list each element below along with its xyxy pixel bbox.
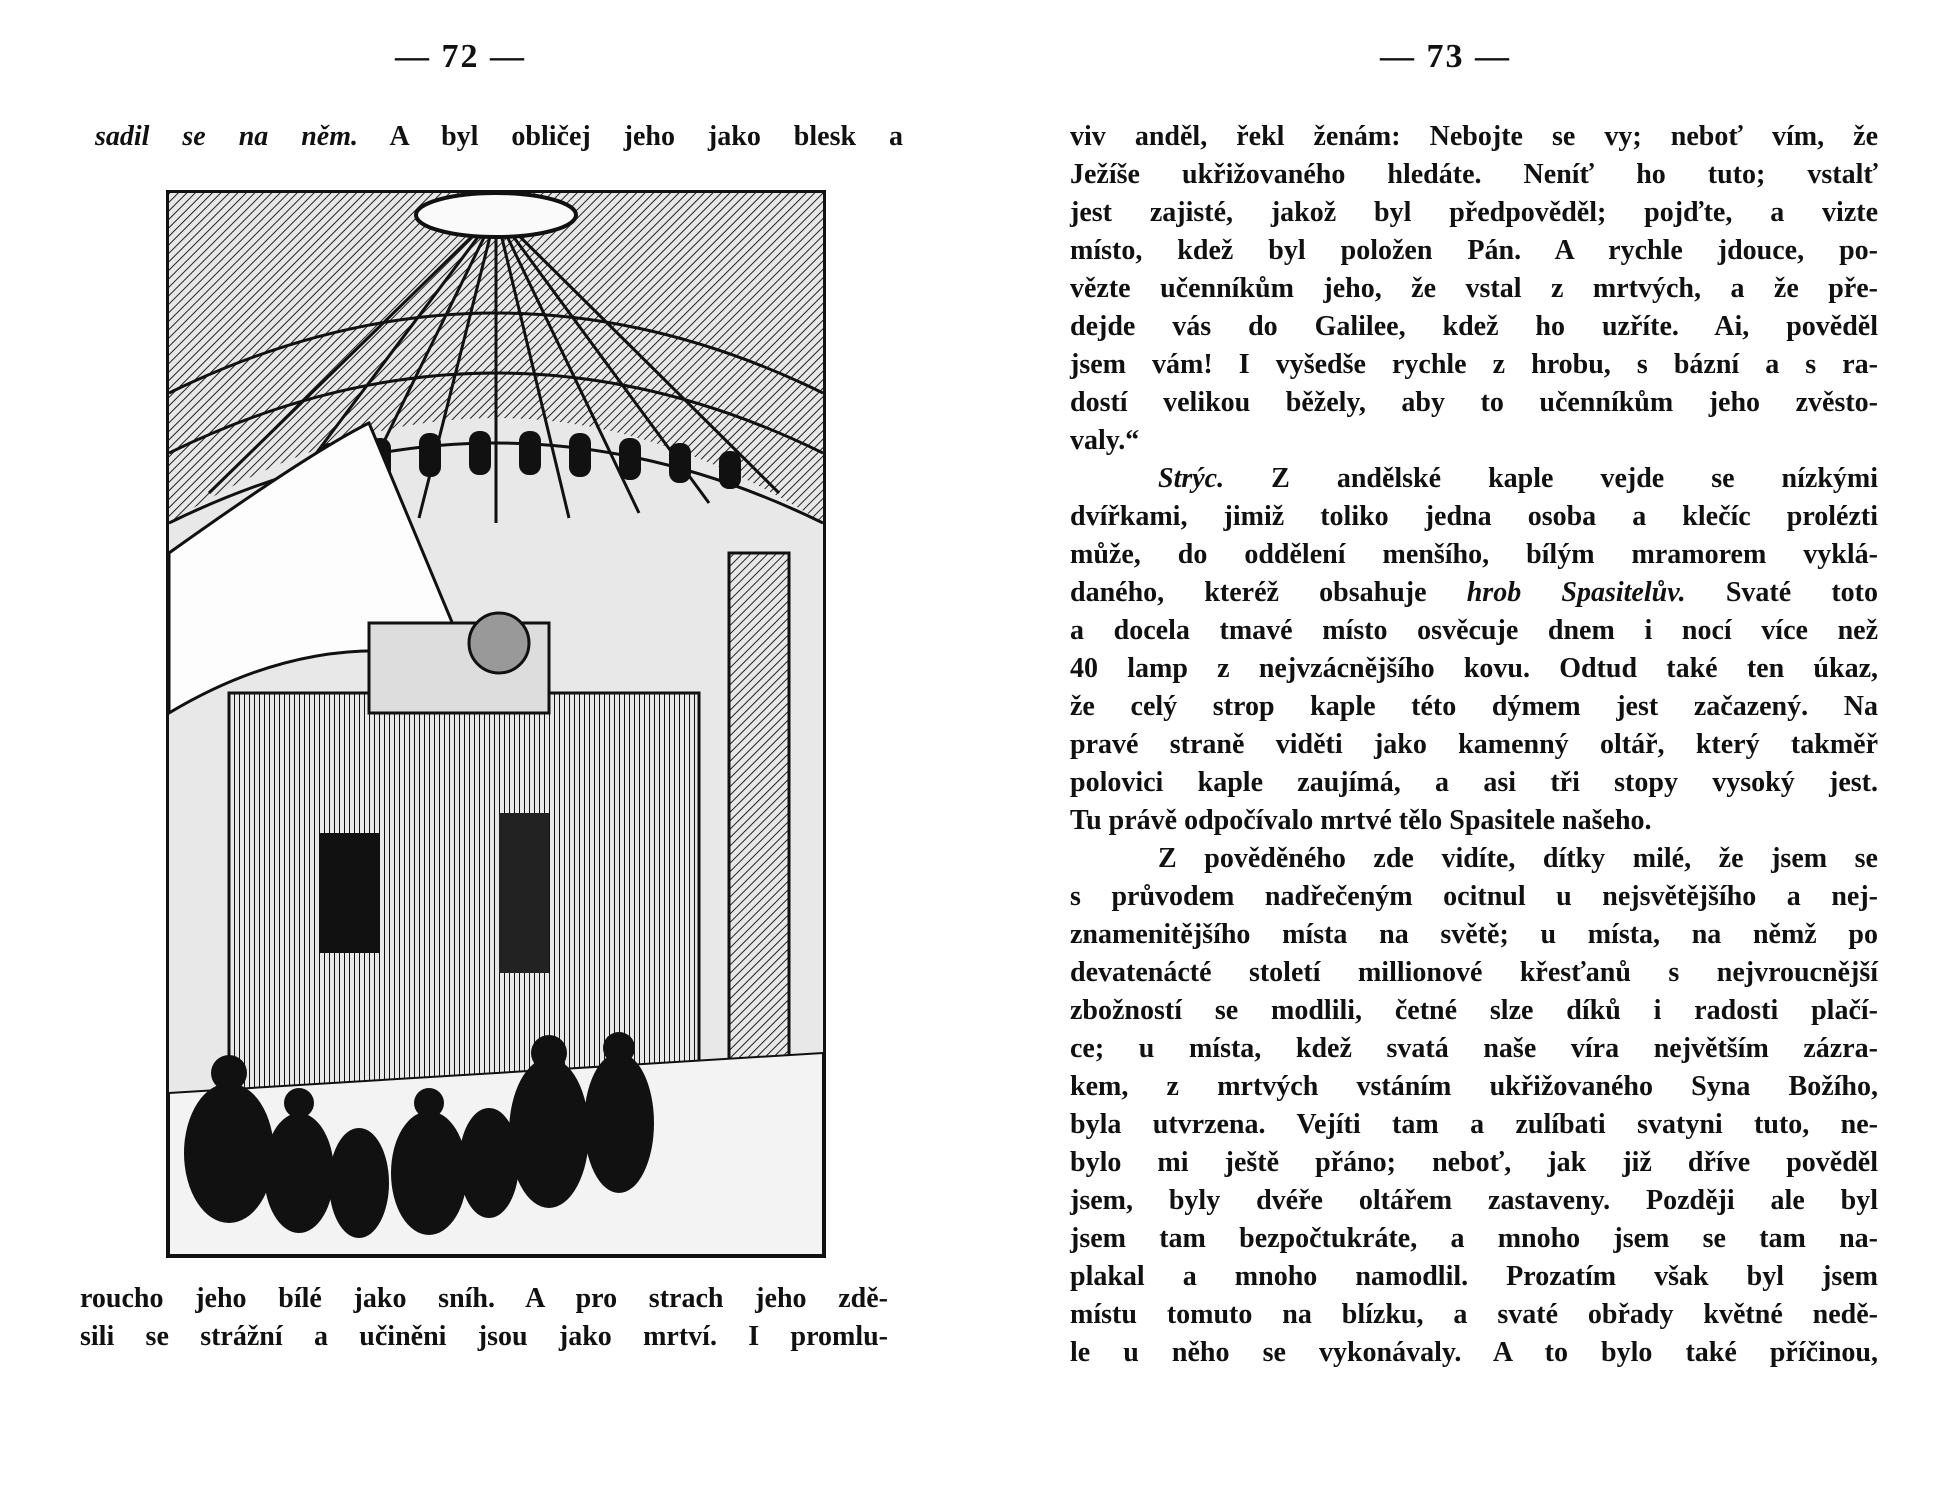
text-line: jsem vám! I vyšedše rychle z hrobu, s bázní a s ra- — [1070, 349, 1878, 380]
text-run: A byl obličej jeho jako blesk a — [389, 121, 903, 152]
text-line: Tu právě odpočívalo mrtvé tělo Spasitele našeho. — [1070, 805, 1652, 836]
text-line: dejde vás do Galilee, kdež ho uzříte. Ai, pověděl — [1070, 311, 1878, 342]
text-line — [1070, 460, 1878, 498]
text-line: roucho jeho bílé jako sníh. A pro strach jeho zdě- — [80, 1283, 888, 1314]
text-line: vězte učenníkům jeho, že vstal z mrtvých, a že pře- — [1070, 273, 1878, 304]
text-line — [1070, 574, 1878, 612]
page-number: — 73 — — [1380, 38, 1511, 75]
text-line: devatenácté století millionové křesťanů s nejvroucnější — [1070, 957, 1878, 988]
text-line: a docela tmavé místo osvěcuje dnem i nocí více než — [1070, 615, 1878, 646]
text-line: jsem, byly dvéře oltářem zastaveny. Později ale byl — [1070, 1185, 1878, 1216]
text-line: znamenitějšího místa na světě; u místa, na němž po — [1070, 919, 1878, 950]
text-line: ce; u místa, kdež svatá naše víra největším zázra- — [1070, 1033, 1878, 1064]
text-line: dostí velikou běžely, aby to učenníkům jeho zvěsto- — [1070, 387, 1878, 418]
text-line: že celý strop kaple této dýmem jest začazený. Na — [1070, 691, 1878, 722]
text-run: Svaté toto — [1725, 577, 1878, 608]
text-line: viv anděl, řekl ženám: Nebojte se vy; neboť vím, že — [1070, 121, 1878, 152]
text-line: kem, z mrtvých vstáním ukřižovaného Syna Božího, — [1070, 1071, 1878, 1102]
text-line: jsem tam bezpočtukráte, a mnoho jsem se tam na- — [1070, 1223, 1878, 1254]
text-run: Z andělské kaple vejde se nízkými — [1271, 463, 1878, 494]
text-line: jest zajisté, jakož byl předpověděl; pojďte, a vizte — [1070, 197, 1878, 228]
text-line: byla utvrzena. Vejíti tam a zulíbati svatyni tuto, ne- — [1070, 1109, 1878, 1140]
text-line: polovici kaple zaujímá, a asi tři stopy vysoký jest. — [1070, 767, 1878, 798]
text-line: místo, kdež byl položen Pán. A rychle jdouce, po- — [1070, 235, 1878, 266]
church-interior-engraving — [169, 193, 823, 1255]
page-number: — 72 — — [395, 38, 526, 75]
text-line — [95, 118, 903, 156]
text-line: sili se strážní a učiněni jsou jako mrtví. I promlu- — [80, 1321, 888, 1352]
text-line: s průvodem nadřečeným ocitnul u nejsvětějšího a nej- — [1070, 881, 1878, 912]
text-line: bylo mi ještě přáno; neboť, jak již dříve pověděl — [1070, 1147, 1878, 1178]
speaker-label: Strýc. — [1158, 463, 1225, 494]
text-line: 40 lamp z nejvzácnějšího kovu. Odtud také ten úkaz, — [1070, 653, 1878, 684]
text-line: místu tomuto na blízku, a svaté obřady květné nedě- — [1070, 1299, 1878, 1330]
text-line: le u něho se vykonávaly. A to bylo také příčinou, — [1070, 1337, 1878, 1368]
text-line: valy.“ — [1070, 425, 1140, 456]
text-line: zbožností se modlili, četné slze díků i radosti plačí- — [1070, 995, 1878, 1026]
right-body-text — [1070, 118, 1878, 1372]
text-line: Z pověděného zde vidíte, dítky milé, že jsem se — [1158, 843, 1878, 874]
engraving-illustration — [166, 190, 826, 1258]
text-line: může, do oddělení menšího, bílým mramorem vyklá- — [1070, 539, 1878, 570]
italic-phrase: sadil se na něm. — [95, 121, 359, 152]
text-run: daného, kteréž obsahuje — [1070, 577, 1427, 608]
text-line: plakal a mnoho namodlil. Prozatím však byl jsem — [1070, 1261, 1878, 1292]
text-line: dvířkami, jimiž toliko jedna osoba a klečíc prolézti — [1070, 501, 1878, 532]
text-line: Ježíše ukřižovaného hledáte. Neníť ho tuto; vstalť — [1070, 159, 1878, 190]
left-bottom-text — [80, 1280, 888, 1356]
left-top-text — [95, 118, 903, 156]
italic-phrase: hrob Spasitelův. — [1466, 577, 1686, 608]
text-line: pravé straně viděti jako kamenný oltář, který takměř — [1070, 729, 1878, 760]
right-page — [1040, 0, 1946, 1500]
